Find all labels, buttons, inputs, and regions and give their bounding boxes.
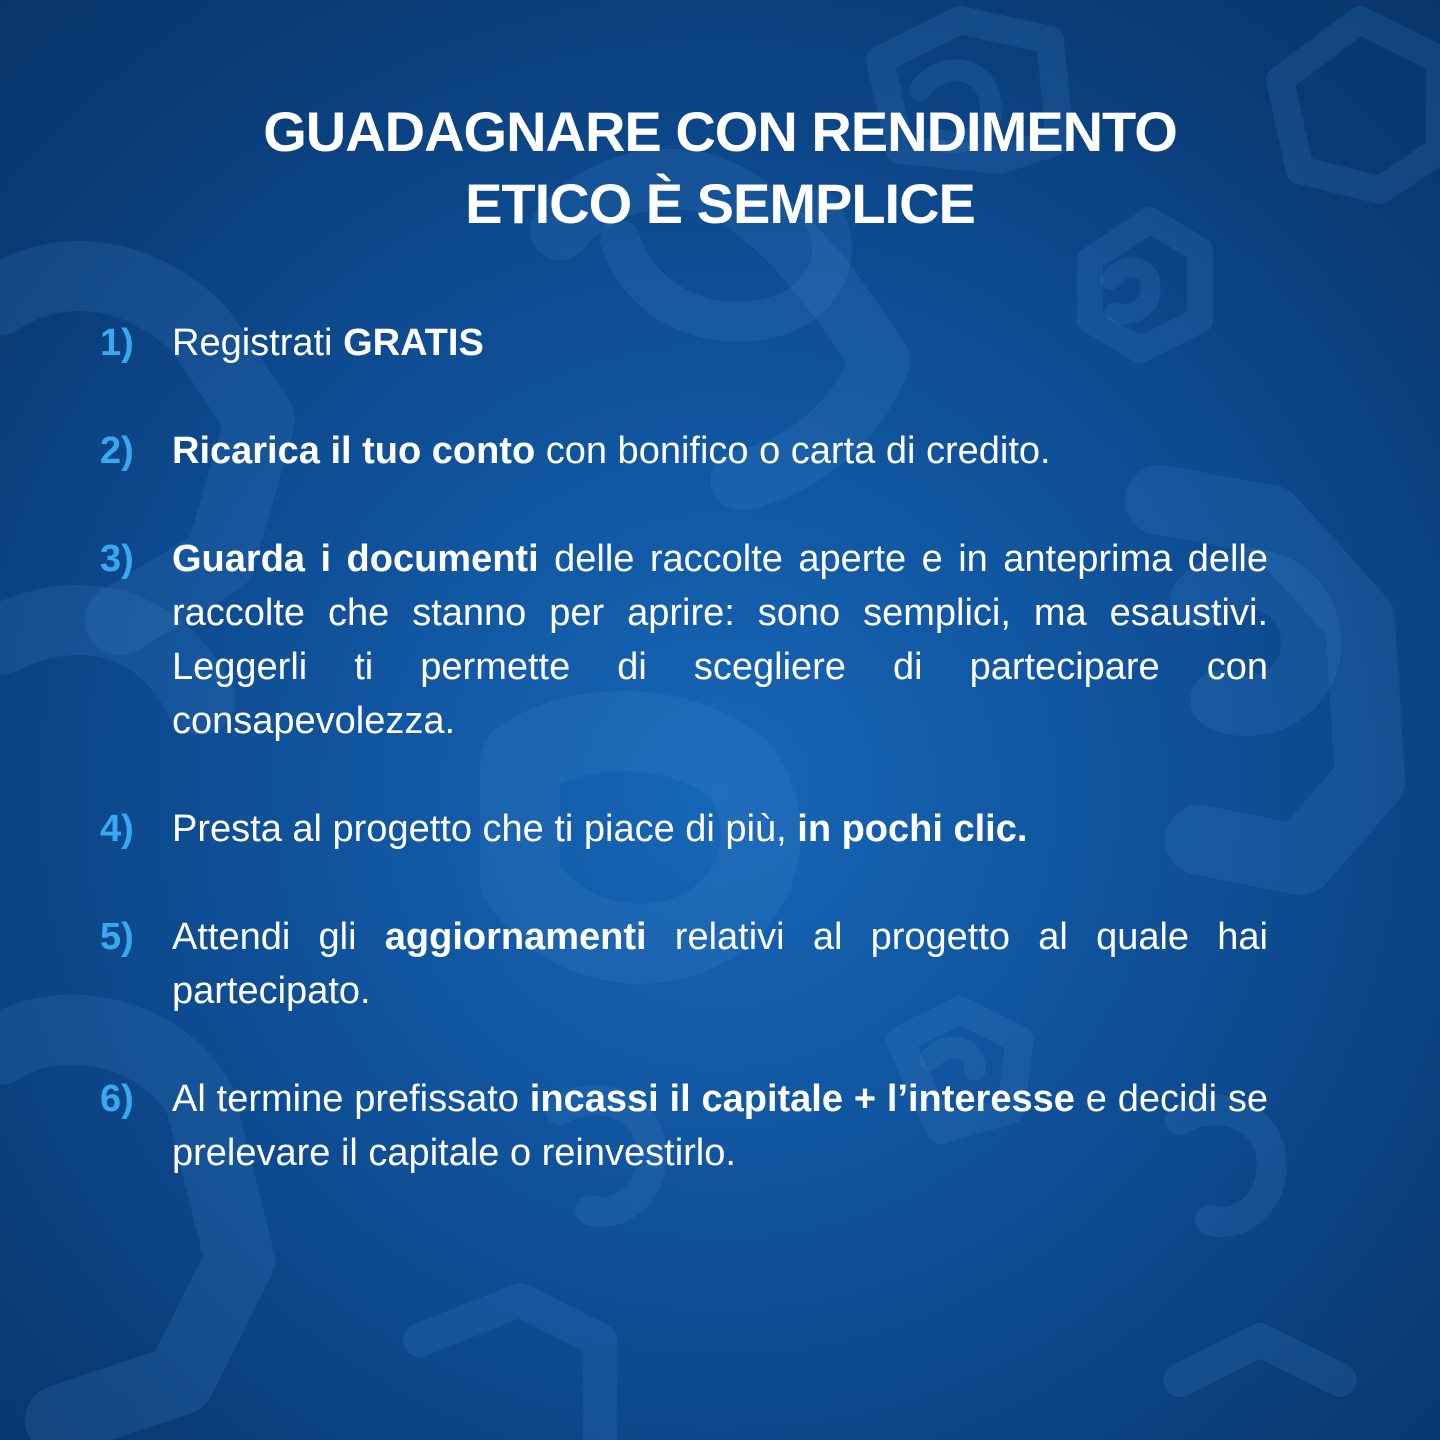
step-text-part: con bonifico o carta di credito.	[535, 430, 1051, 472]
step-text	[172, 424, 1268, 478]
step-text-part: delle raccolte aperte e in anteprima delle raccolte che stanno per aprire: sono semplici, ma esaustivi. Leggerli ti permette di scegliere di partecipare con consapevolezza.	[172, 538, 1269, 742]
step-text-bold: in pochi clic.	[797, 808, 1028, 850]
step-text	[172, 316, 1268, 370]
step-number: 1)	[100, 322, 134, 364]
step-number: 2)	[100, 430, 134, 472]
step-text	[172, 1072, 1268, 1180]
step-text	[172, 910, 1268, 1018]
step-text-part: relativi al progetto al quale hai partecipato.	[172, 916, 1268, 1012]
step-text-part: Registrati	[172, 322, 344, 364]
step-text-bold: Guarda i documenti	[172, 538, 539, 580]
step-text-bold: incassi il capitale + l’interesse	[529, 1078, 1075, 1120]
step-text-bold: Ricarica il tuo conto	[172, 430, 536, 472]
step-number: 5)	[100, 916, 134, 958]
step-text-part: Al termine prefissato	[172, 1078, 530, 1120]
title-line-1: GUADAGNARE CON RENDIMENTO	[263, 100, 1177, 163]
step-text	[172, 802, 1268, 856]
step-text-part: Presta al progetto che ti piace di più,	[172, 808, 798, 850]
step-text-part: e decidi se prelevare il capitale o reinvestirlo.	[172, 1078, 1268, 1174]
step-text-bold: GRATIS	[343, 322, 484, 364]
step-text	[172, 532, 1268, 748]
step-number: 6)	[100, 1078, 134, 1120]
step-text-bold: aggiornamenti	[384, 916, 647, 958]
title-line-2: ETICO È SEMPLICE	[465, 172, 975, 235]
page-title	[120, 96, 1320, 240]
step-number: 4)	[100, 808, 134, 850]
step-number: 3)	[100, 538, 134, 580]
step-text-part: Attendi gli	[172, 916, 385, 958]
